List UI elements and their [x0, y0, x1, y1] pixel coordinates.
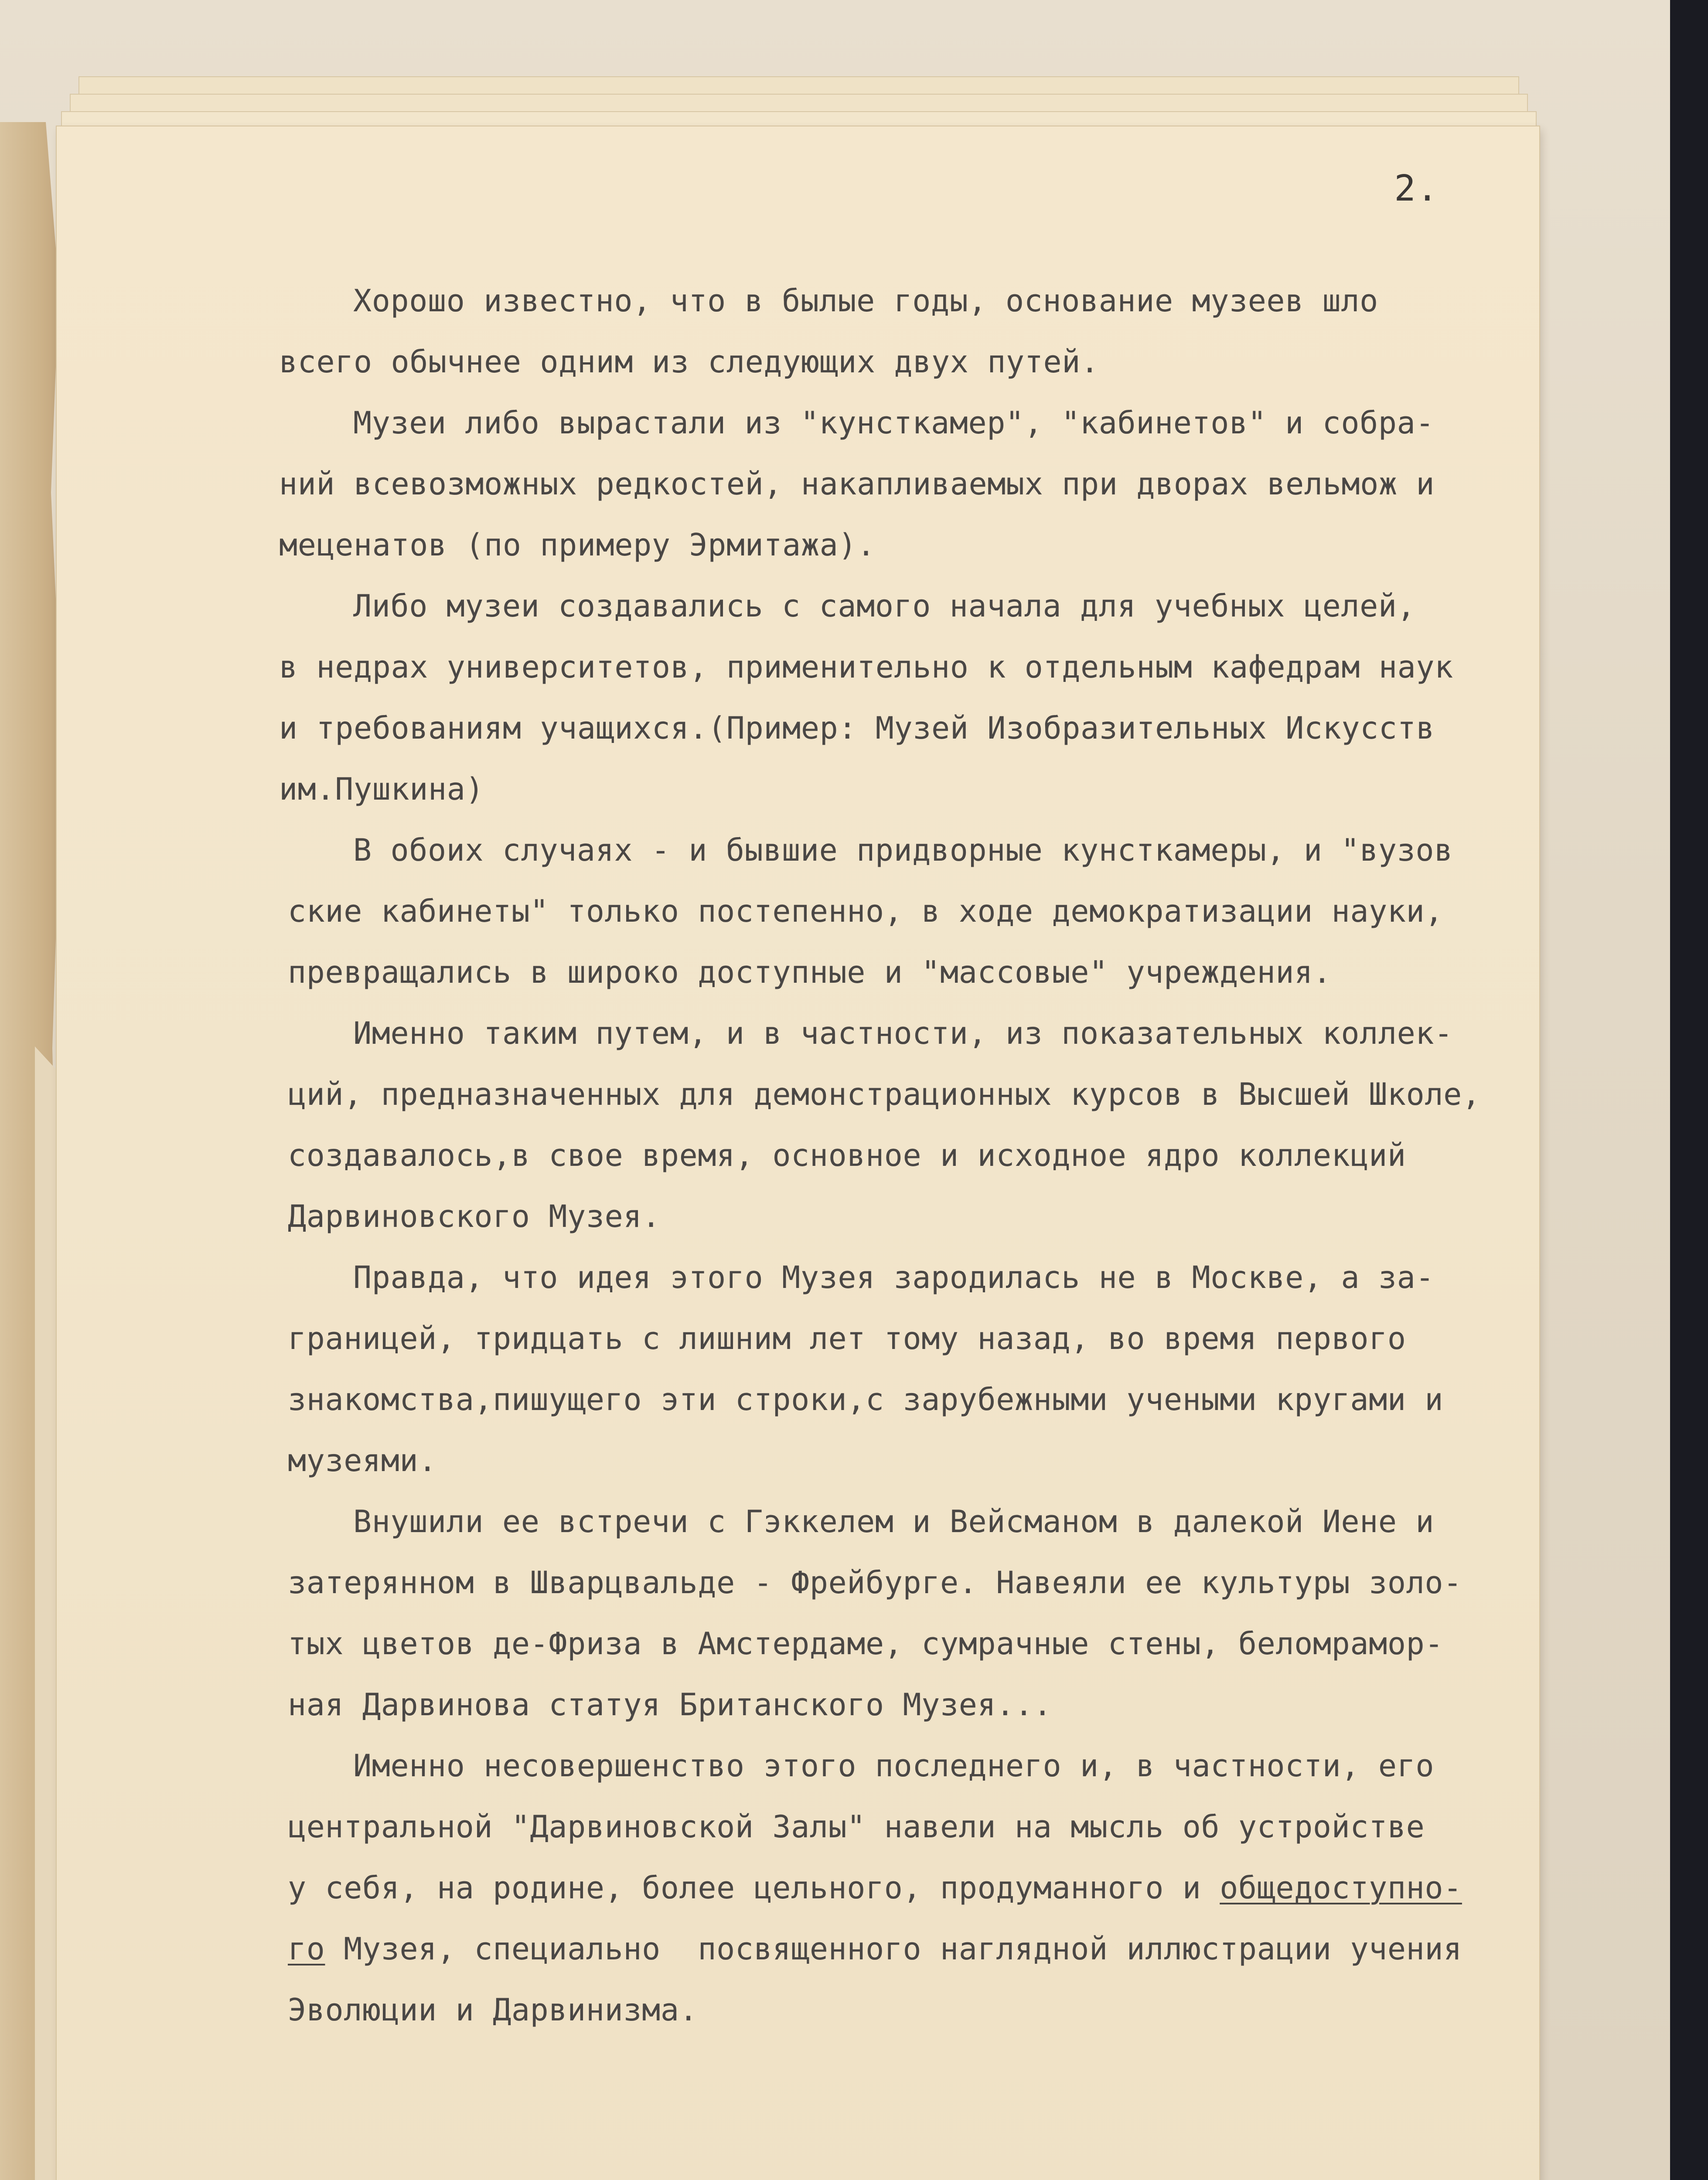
text-line: всего обычнее одним из следующих двух путей.	[279, 344, 1099, 380]
text-line: ций, предназначенных для демонстрационных курсов в Высшей Школе,	[288, 1076, 1481, 1112]
typewritten-page	[57, 126, 1539, 2180]
page-number: 2.	[1394, 168, 1439, 209]
text-segment: у себя, на родине, более цельного, продуманного и	[288, 1870, 1220, 1906]
text-line: ские кабинеты" только постепенно, в ходе демократизации науки,	[288, 893, 1444, 929]
text-segment: Музея, специально посвященного наглядной иллюстрации учения	[325, 1931, 1462, 1967]
text-line: им.Пушкина)	[279, 771, 484, 807]
text-line: границей, тридцать с лишним лет тому назад, во время первого	[288, 1321, 1406, 1356]
text-line: Именно несовершенство этого последнего и, в частности, его	[353, 1748, 1435, 1784]
text-line: знакомства,пишущего эти строки,с зарубежными учеными кругами и	[288, 1382, 1444, 1417]
text-line	[279, 1857, 1535, 1918]
text-line: Музеи либо вырастали из "кунсткамер", "кабинетов" и собра-	[353, 405, 1435, 441]
underlined-word: общедоступно-	[1220, 1870, 1462, 1906]
text-line: и требованиям учащихся.(Пример: Музей Изобразительных Искусств	[279, 710, 1435, 746]
text-line: превращались в широко доступные и "массовые" учреждения.	[288, 954, 1332, 990]
text-line: Хорошо известно, что в былые годы, основание музеев шло	[353, 283, 1378, 319]
text-line: создавалось,в свое время, основное и исходное ядро коллекций	[288, 1138, 1406, 1173]
text-line: меценатов (по примеру Эрмитажа).	[279, 527, 876, 563]
text-line: Дарвиновского Музея.	[288, 1199, 661, 1234]
text-line: центральной "Дарвиновской Залы" навели на мысль об устройстве	[288, 1809, 1425, 1845]
body-text	[279, 270, 1535, 2040]
underlined-word: го	[288, 1931, 325, 1967]
text-line: В обоих случаях - и бывшие придворные кунсткамеры, и "вузов	[353, 832, 1453, 868]
text-line: ний всевозможных редкостей, накапливаемых при дворах вельмож и	[279, 466, 1435, 502]
text-line: в недрах университетов, применительно к отдельным кафедрам наук	[279, 649, 1453, 685]
text-line: тых цветов де-Фриза в Амстердаме, сумрачные стены, беломрамор-	[288, 1626, 1444, 1662]
text-line: Правда, что идея этого Музея зародилась не в Москве, а за-	[353, 1260, 1435, 1295]
text-line: Именно таким путем, и в частности, из показательных коллек-	[353, 1015, 1453, 1051]
text-line: Либо музеи создавались с самого начала для учебных целей,	[353, 588, 1416, 624]
text-line	[279, 1918, 1535, 1979]
text-line: ная Дарвинова статуя Британского Музея...	[288, 1687, 1052, 1723]
text-line: Эволюции и Дарвинизма.	[288, 1992, 698, 2028]
text-line: Внушили ее встречи с Гэккелем и Вейсманом в далекой Иене и	[353, 1504, 1435, 1540]
text-line: затерянном в Шварцвальде - Фрейбурге. Навеяли ее культуры золо-	[288, 1565, 1462, 1601]
text-line: музеями.	[288, 1443, 437, 1478]
